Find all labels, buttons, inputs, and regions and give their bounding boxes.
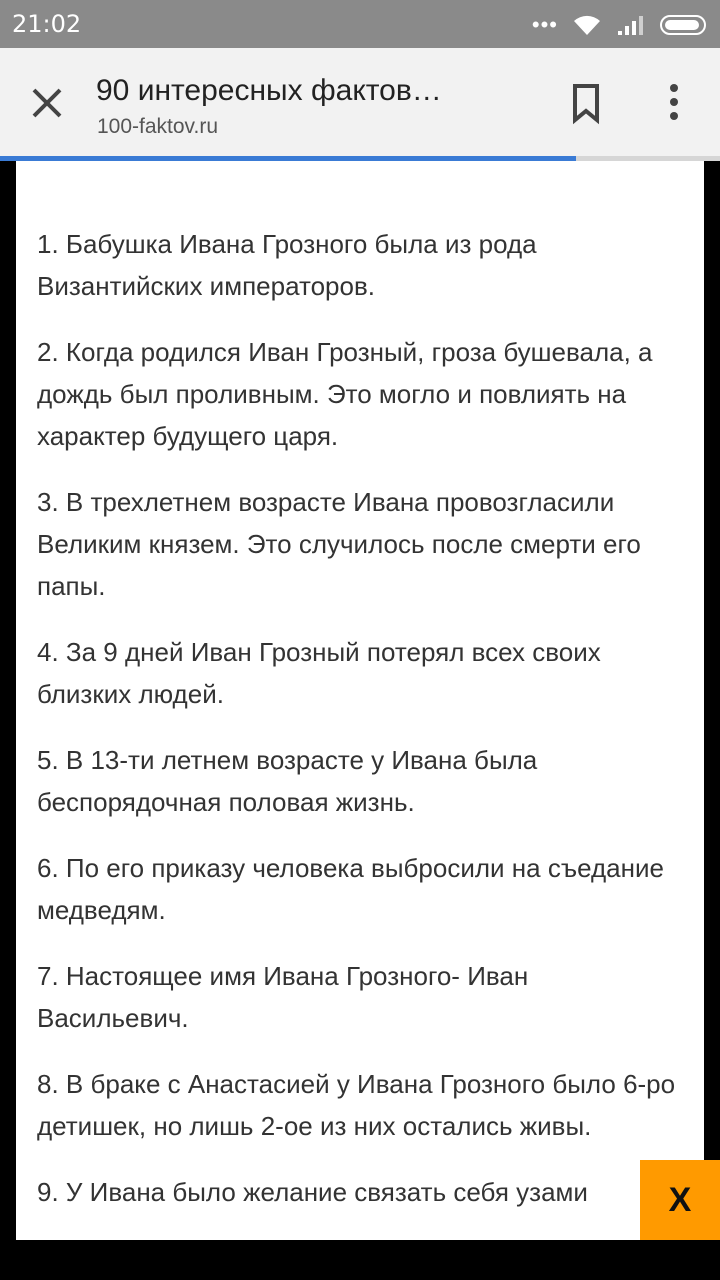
fact-item: 8. В браке с Анастасией у Ивана Грозного было 6-ро детишек, но лишь 2-ое из них остались живы. (37, 1069, 676, 1141)
close-icon[interactable] (26, 78, 70, 128)
status-bar (0, 0, 720, 48)
status-time: 21:02 (12, 10, 82, 38)
bottom-bar (0, 1240, 720, 1280)
page-title: 90 интересных фактов… (96, 74, 442, 107)
fact-item: 5. В 13-ти летнем возрасте у Ивана была беспорядочная половая жизнь. (37, 745, 538, 817)
fact-item: 2. Когда родился Иван Грозный, гроза бушевала, а дождь был проливным. Это могло и повлиять на характер будущего царя. (37, 337, 653, 451)
fact-item: 3. В трехлетнем возрасте Ивана провозгласили Великим князем. Это случилось после смерти его папы. (37, 487, 641, 601)
fact-item: 6. По его приказу человека выбросили на съедание медведям. (37, 853, 664, 925)
wifi-icon (572, 13, 602, 37)
bookmark-icon[interactable] (568, 82, 608, 126)
fact-item: 4. За 9 дней Иван Грозный потерял всех своих близких людей. (37, 637, 601, 709)
status-icons (532, 12, 706, 38)
more-vert-icon[interactable] (660, 80, 688, 128)
signal-icon (616, 13, 646, 37)
ad-close-button[interactable] (640, 1160, 720, 1240)
facts-list (37, 223, 687, 1237)
fact-item: 9. У Ивана было желание связать себя узами (37, 1177, 588, 1207)
page-url: 100-faktov.ru (97, 115, 219, 138)
battery-icon (660, 15, 706, 35)
ad-close-label: X (668, 1180, 692, 1219)
page-content[interactable] (16, 161, 704, 1240)
dots-icon: ••• (531, 12, 558, 37)
fact-item: 1. Бабушка Ивана Грозного была из рода Византийских императоров. (37, 229, 537, 301)
fact-item: 7. Настоящее имя Ивана Грозного- Иван Васильевич. (37, 961, 529, 1033)
browser-toolbar (0, 48, 720, 156)
